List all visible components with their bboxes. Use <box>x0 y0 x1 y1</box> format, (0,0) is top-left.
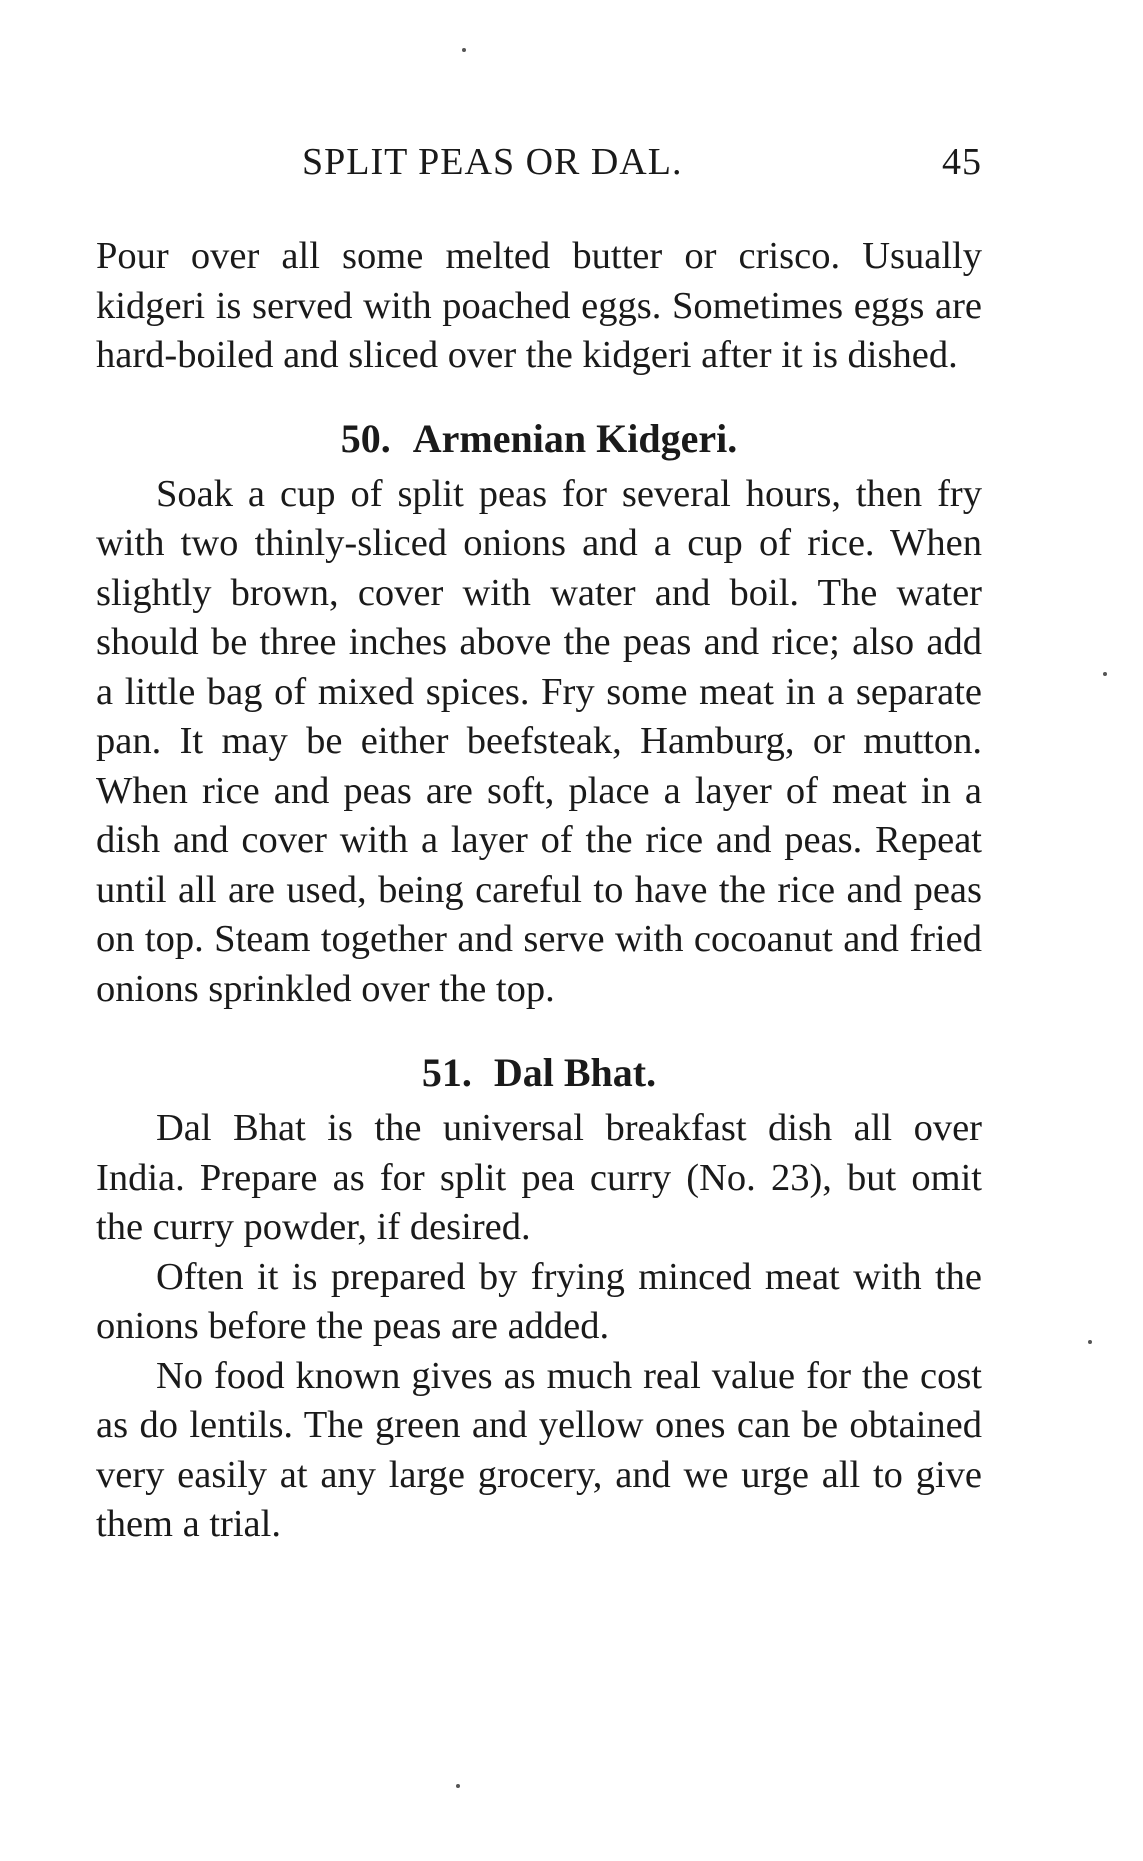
recipe-title: Armenian Kidgeri. <box>412 415 738 461</box>
recipe-number: 50. <box>340 415 391 461</box>
running-title: SPLIT PEAS OR DAL. <box>302 141 683 183</box>
recipe-50-paragraph: Soak a cup of split peas for several hours, then fry with two thinly-sliced onions and a cup of rice. When slightly brown, cover with water and boil. The water should be three inches above the peas and rice; also add a little bag of mixed spices. Fry some meat in a separate pan. It may be either beefsteak, Hamburg, or mutton. When rice and peas are soft, place a layer of meat in a dish and cover with a layer of the rice and peas. Repeat until all are used, being careful to have the rice and peas on top. Steam together and serve with cocoanut and fried onions sprinkled over the top. <box>96 472 982 1010</box>
page-number: 45 <box>942 141 982 183</box>
print-speck <box>1103 672 1107 676</box>
page-header <box>96 140 982 200</box>
recipe-51-paragraph-2: Often it is prepared by frying minced meat with the onions before the peas are added. <box>96 1255 982 1347</box>
intro-paragraph: Pour over all some melted butter or crisco. Usually kidgeri is served with poached eggs. Sometimes eggs are hard-boiled and sliced over the kidgeri after it is dished. <box>96 235 982 376</box>
recipe-heading-50 <box>96 414 982 464</box>
recipe-51-paragraph-3: No food known gives as much real value for the cost as do lentils. The green and yellow ones can be obtained very easily at any large grocery, and we urge all to give them a trial. <box>96 1354 982 1545</box>
recipe-title: Dal Bhat. <box>493 1050 657 1095</box>
print-speck <box>1088 1340 1092 1344</box>
print-speck <box>462 48 466 52</box>
recipe-number: 51. <box>421 1050 472 1095</box>
print-speck <box>456 1784 460 1788</box>
page-body <box>96 232 982 1550</box>
recipe-heading-51 <box>96 1048 982 1098</box>
recipe-51-paragraph-1: Dal Bhat is the universal breakfast dish all over India. Prepare as for split pea curry (No. 23), but omit the curry powder, if desired. <box>96 1107 982 1248</box>
